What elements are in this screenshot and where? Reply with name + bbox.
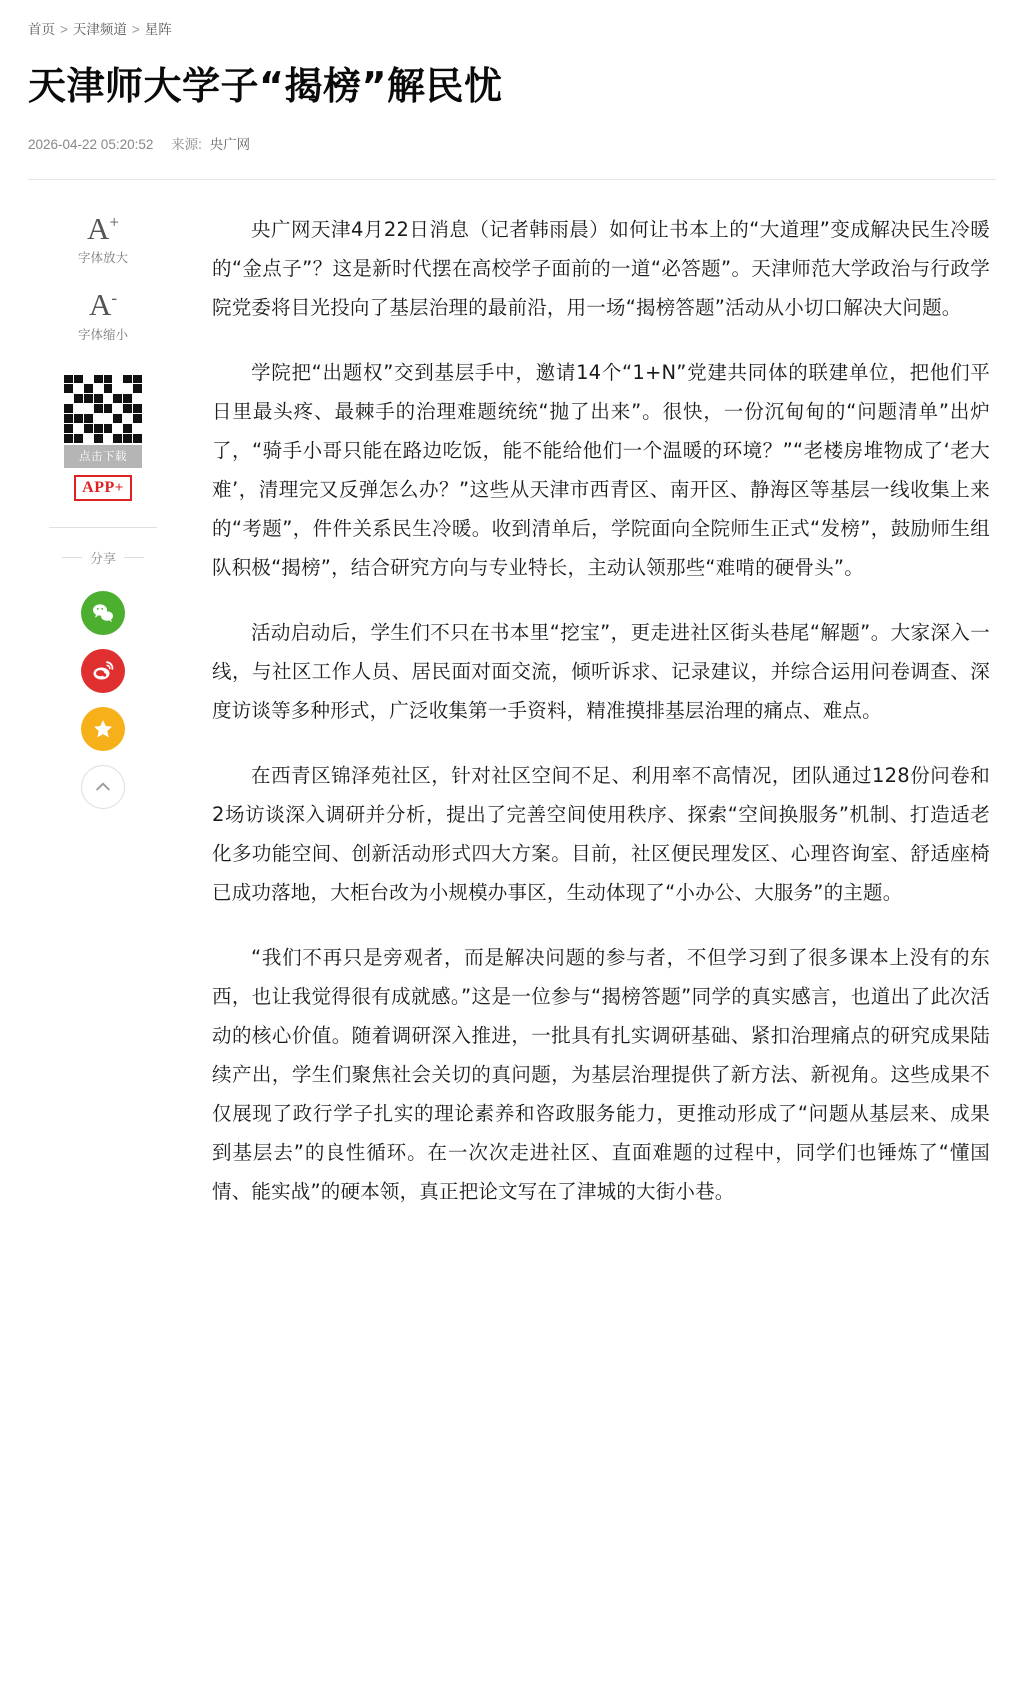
article-meta — [28, 133, 996, 179]
page-title: 天津师大学子“揭榜”解民忧 — [28, 64, 503, 108]
app-download-block[interactable] — [64, 375, 142, 501]
article-paragraph: 学院把“出题权”交到基层手中，邀请14个“1+N”党建共同体的联建单位，把他们平日里最头疼、最棘手的治理难题统统“抛了出来”。很快，一份沉甸甸的“问题清单”出炉了，“骑手小哥只能在路边吃饭，能不能给他们一个温暖的环境？”“老楼房堆物成了‘老大难’，清理完又反弹怎么办？”这些从天津市西青区、南开区、静海区等基层一线收集上来的“考题”，件件关系民生冷暖。收到清单后，学院面向全院师生正式“发榜”，鼓励师生组队积极“揭榜”，结合研究方向与专业特长，主动认领那些“难啃的硬骨头”。 — [212, 361, 990, 580]
article-paragraph: 在西青区锦泽苑社区，针对社区空间不足、利用率不高情况，团队通过128份问卷和2场访谈深入调研并分析，提出了完善空间使用秩序、探索“空间换服务”机制、打造适老化多功能空间、创新活动形式四大方案。目前，社区便民理发区、心理咨询室、舒适座椅已成功落地，大柜台改为小规模办事区，生动体现了“小办公、大服务”的主题。 — [212, 764, 990, 905]
app-download-badge[interactable]: APP+ — [74, 475, 132, 501]
share-label-text: 分享 — [89, 550, 116, 566]
rail-divider — [49, 527, 157, 528]
share-weibo-icon[interactable] — [81, 649, 125, 693]
qr-code-icon — [64, 375, 142, 443]
font-decrease-icon: A- — [88, 287, 118, 323]
share-wechat-icon[interactable] — [81, 591, 125, 635]
tool-rail — [28, 180, 178, 808]
font-increase-button[interactable] — [28, 212, 178, 266]
font-increase-label: 字体放大 — [77, 251, 128, 266]
article-paragraph: 央广网天津4月22日消息（记者韩雨晨）如何让书本上的“大道理”变成解决民生冷暖的“金点子”？这是新时代摆在高校学子面前的一道“必答题”。天津师范大学政治与行政学院党委将目光投向了基层治理的最前沿，用一场“揭榜答题”活动从小切口解决大问题。 — [212, 218, 990, 320]
back-to-top-icon[interactable] — [81, 765, 125, 809]
font-decrease-button[interactable] — [28, 288, 178, 342]
share-line-left — [62, 557, 82, 558]
article-header — [0, 48, 1024, 179]
font-decrease-label: 字体缩小 — [77, 327, 128, 342]
source-label: 来源: — [171, 137, 202, 153]
content-layout — [0, 180, 1024, 1277]
breadcrumb-item-section[interactable]: 星阵 — [144, 22, 172, 37]
breadcrumb-item-channel[interactable]: 天津频道 — [72, 22, 127, 37]
source-name[interactable]: 央广网 — [209, 137, 251, 153]
share-line-right — [124, 557, 144, 558]
breadcrumb — [0, 0, 1024, 48]
article-timestamp: 2026-04-22 05:20:52 — [28, 137, 154, 153]
breadcrumb-separator: > — [60, 22, 68, 37]
font-increase-icon: A+ — [87, 211, 119, 247]
article-body — [178, 180, 996, 1277]
article-paragraph: “我们不再只是旁观者，而是解决问题的参与者，不但学习到了很多课本上没有的东西，也让我觉得很有成就感。”这是一位参与“揭榜答题”同学的真实感言，也道出了此次活动的核心价值。随着调研深入推进，一批具有扎实调研基础、紧扣治理痛点的研究成果陆续产出，学生们聚焦社会关切的真问题，为基层治理提供了新方法、新视角。这些成果不仅展现了政行学子扎实的理论素养和咨政服务能力，更推动形成了“问题从基层来、成果到基层去”的良性循环。在一次次走进社区、直面难题的过程中，同学们也锤炼了“懂国情、能实战”的硬本领，真正把论文写在了津城的大街小巷。 — [212, 946, 990, 1204]
breadcrumb-separator: > — [131, 22, 140, 37]
breadcrumb-item-home[interactable]: 首页 — [28, 22, 55, 37]
share-favorite-icon[interactable] — [81, 707, 125, 751]
article-paragraph: 活动启动后，学生们不只在书本里“挖宝”，更走进社区街头巷尾“解题”。大家深入一线，与社区工作人员、居民面对面交流，倾听诉求、记录建议，并综合运用问卷调查、深度访谈等多种形式，广泛收集第一手资料，精准摸排基层治理的痛点、难点。 — [212, 621, 990, 723]
qr-download-caption: 点击下载 — [64, 445, 142, 468]
share-label — [62, 548, 144, 567]
